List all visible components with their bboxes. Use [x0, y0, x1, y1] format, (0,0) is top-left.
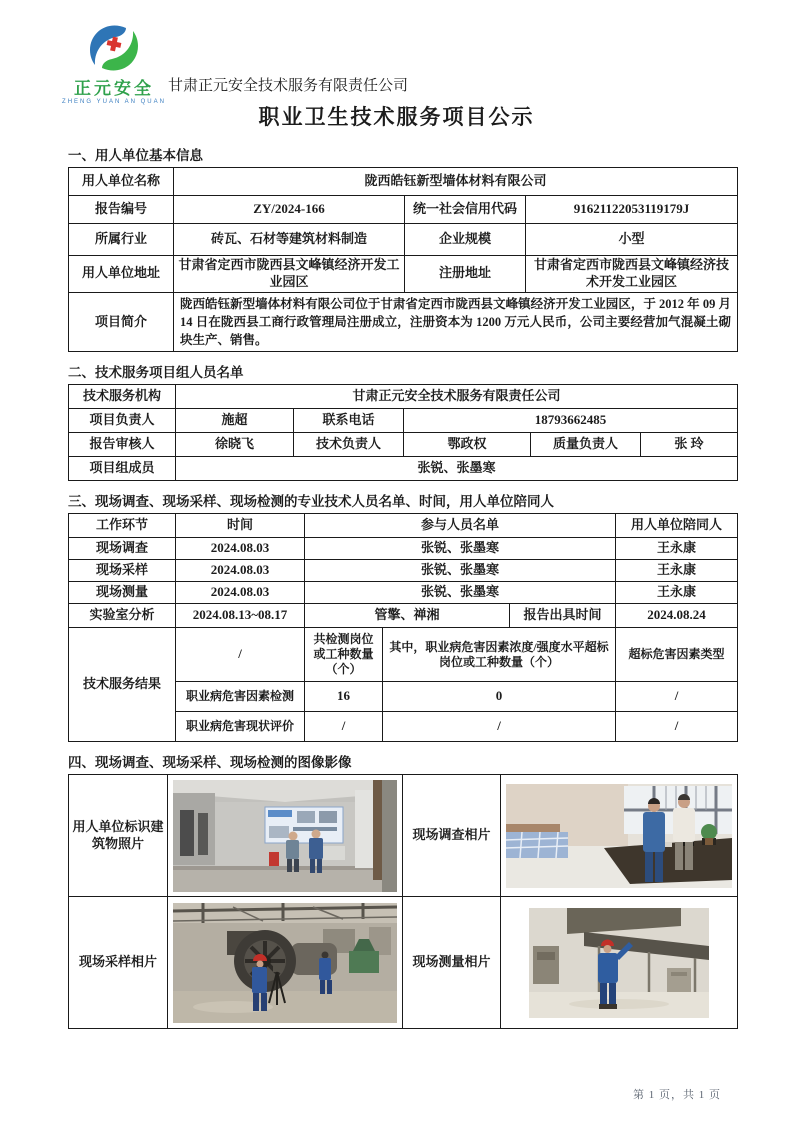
site-survey-photo: [506, 784, 732, 888]
company-logo: [55, 22, 173, 105]
value-scale: 小型: [526, 224, 738, 256]
table-row: [69, 582, 738, 604]
team-table: [68, 384, 738, 481]
employer-info-table: [68, 167, 738, 352]
label-brief: 项目简介: [69, 292, 174, 351]
col-header-people: 参与人员名单: [305, 514, 616, 538]
result-detected-count: 16: [305, 682, 383, 712]
value-employer-name: 陇西皓钰新型墙体材料有限公司: [174, 168, 738, 196]
value-brief: 陇西皓钰新型墙体材料有限公司位于甘肃省定西市陇西县文峰镇经济开发工业园区，于 2012 年 09 月 14 日在陇西县工商行政管理局注册成立，注册资本为 1200 万元人民币，公司主要经营加气混凝土砌块生产、销售。: [174, 292, 738, 351]
brand-name: 正元安全: [74, 79, 154, 98]
cell-escort: 王永康: [616, 538, 738, 560]
value-address: 甘肃省定西市陇西县文峰镇经济开发工业园区: [174, 256, 405, 293]
value-phone: 18793662485: [404, 409, 738, 433]
result-row-label: 职业病危害现状评价: [176, 712, 305, 742]
sampling-photo-cell: [168, 897, 403, 1029]
table-row: [69, 538, 738, 560]
label-tech-lead: 技术负责人: [294, 433, 404, 457]
value-credit-code: 91621122053119179J: [526, 196, 738, 224]
cell-time: 2024.08.13~08.17: [176, 604, 305, 628]
cell-step: 实验室分析: [69, 604, 176, 628]
value-report-issue-date: 2024.08.24: [616, 604, 738, 628]
label-service-org: 技术服务机构: [69, 385, 176, 409]
section3-heading: 三、现场调查、现场采样、现场检测的专业技术人员名单、时间，用人单位陪同人: [68, 494, 554, 510]
photo-table: [68, 774, 738, 1029]
label-employer-name: 用人单位名称: [69, 168, 174, 196]
result-exceed-type: /: [616, 682, 738, 712]
building-photo-cell: [168, 775, 403, 897]
cell-escort: 王永康: [616, 560, 738, 582]
label-survey-photo: 现场调查相片: [403, 775, 501, 897]
value-industry: 砖瓦、石材等建筑材料制造: [174, 224, 405, 256]
col-header-escort: 用人单位陪同人: [616, 514, 738, 538]
lab-analysis-row: [69, 604, 738, 628]
value-quality-lead: 张 玲: [641, 433, 738, 457]
survey-photo-cell: [501, 775, 738, 897]
page-title: 职业卫生技术服务项目公示: [258, 105, 535, 129]
company-logo-icon: [81, 22, 147, 74]
cell-step: 现场调查: [69, 538, 176, 560]
result-header-row: [69, 628, 738, 682]
section1-heading: 一、用人单位基本信息: [68, 148, 203, 163]
cell-step: 现场采样: [69, 560, 176, 582]
label-building-photo: 用人单位标识建筑物照片: [69, 775, 168, 897]
label-sampling-photo: 现场采样相片: [69, 897, 168, 1029]
section4-heading: 四、现场调查、现场采样、现场检测的图像影像: [68, 755, 352, 771]
value-reg-address: 甘肃省定西市陇西县文峰镇经济技术开发工业园区: [526, 256, 738, 293]
fieldwork-table: [68, 513, 738, 742]
cell-step: 现场测量: [69, 582, 176, 604]
result-header-exceed-type: 超标危害因素类型: [616, 628, 738, 682]
value-reviewer: 徐晓飞: [176, 433, 294, 457]
page-number: 第 1 页，共 1 页: [633, 1089, 721, 1101]
cell-people: 张锐、张墨寒: [305, 582, 616, 604]
cell-time: 2024.08.03: [176, 560, 305, 582]
value-service-org: 甘肃正元安全技术服务有限责任公司: [176, 385, 738, 409]
result-header-slash: /: [176, 628, 305, 682]
table-row: [69, 560, 738, 582]
label-reviewer: 报告审核人: [69, 433, 176, 457]
value-members: 张锐、张墨寒: [176, 457, 738, 481]
cell-time: 2024.08.03: [176, 582, 305, 604]
label-address: 用人单位地址: [69, 256, 174, 293]
result-exceed-count: 0: [383, 682, 616, 712]
label-credit-code: 统一社会信用代码: [405, 196, 526, 224]
measure-photo-cell: [501, 897, 738, 1029]
label-quality-lead: 质量负责人: [531, 433, 641, 457]
col-header-step: 工作环节: [69, 514, 176, 538]
label-service-result: 技术服务结果: [69, 628, 176, 742]
col-header-time: 时间: [176, 514, 305, 538]
label-report-no: 报告编号: [69, 196, 174, 224]
label-phone: 联系电话: [294, 409, 404, 433]
label-members: 项目组成员: [69, 457, 176, 481]
result-detected-count: /: [305, 712, 383, 742]
value-tech-lead: 鄂政权: [404, 433, 531, 457]
site-measure-photo: [529, 908, 709, 1018]
label-industry: 所属行业: [69, 224, 174, 256]
result-row-label: 职业病危害因素检测: [176, 682, 305, 712]
result-header-exceed-count: 其中，职业病危害因素浓度/强度水平超标岗位或工种数量（个）: [383, 628, 616, 682]
value-report-no: ZY/2024-166: [174, 196, 405, 224]
label-measure-photo: 现场测量相片: [403, 897, 501, 1029]
result-exceed-count: /: [383, 712, 616, 742]
label-project-leader: 项目负责人: [69, 409, 176, 433]
section2-heading: 二、技术服务项目组人员名单: [68, 365, 244, 381]
label-report-issue-time: 报告出具时间: [510, 604, 616, 628]
value-project-leader: 施超: [176, 409, 294, 433]
result-exceed-type: /: [616, 712, 738, 742]
cell-time: 2024.08.03: [176, 538, 305, 560]
cell-people: 张锐、张墨寒: [305, 560, 616, 582]
employer-building-photo: [173, 780, 397, 892]
result-header-detected-count: 共检测岗位或工种数量（个）: [305, 628, 383, 682]
site-sampling-photo: [173, 903, 397, 1023]
cell-escort: 王永康: [616, 582, 738, 604]
label-reg-address: 注册地址: [405, 256, 526, 293]
company-name: 甘肃正元安全技术服务有限责任公司: [168, 77, 409, 94]
label-scale: 企业规模: [405, 224, 526, 256]
cell-people: 管擎、禅湘: [305, 604, 510, 628]
cell-people: 张锐、张墨寒: [305, 538, 616, 560]
brand-subtitle: ZHENG YUAN AN QUAN: [62, 99, 166, 105]
